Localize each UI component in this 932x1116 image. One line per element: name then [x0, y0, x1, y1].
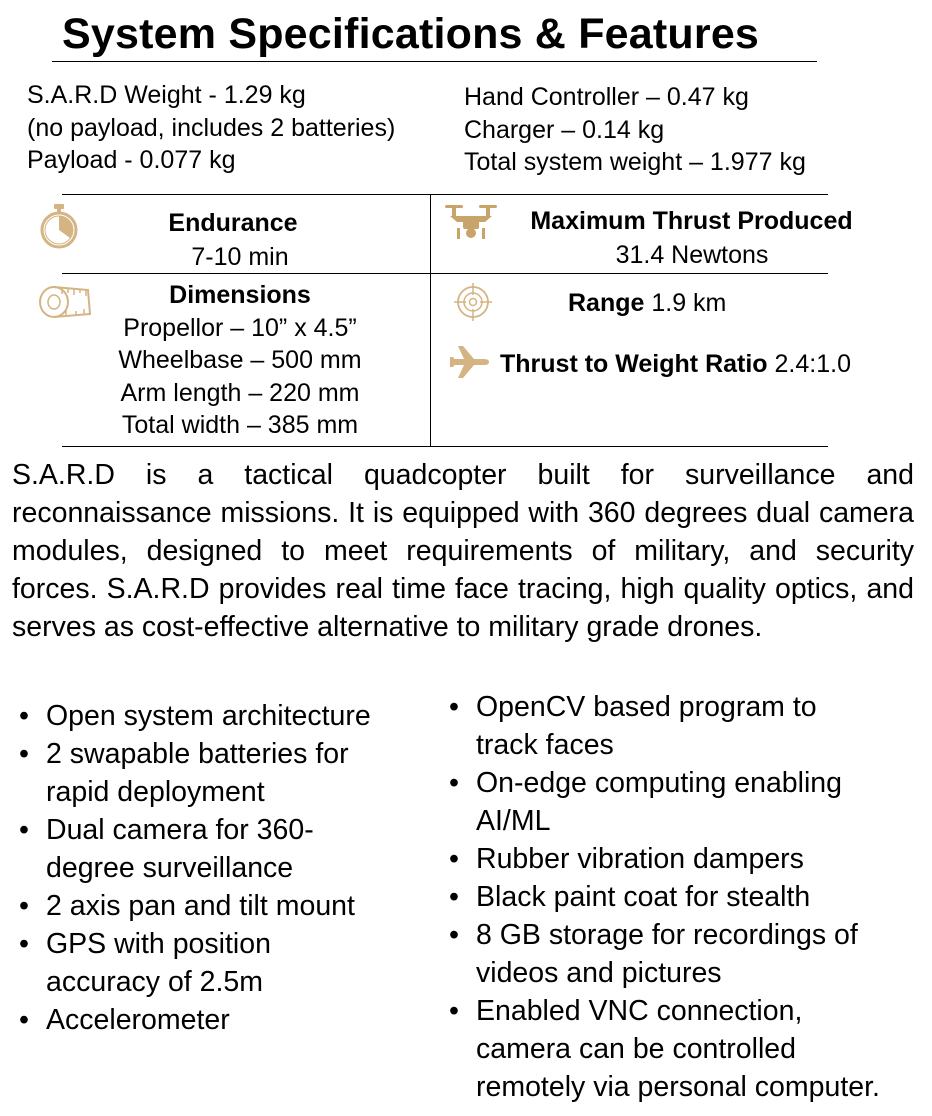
twr-label: Thrust to Weight Ratio	[500, 350, 768, 378]
features-left-list	[13, 697, 433, 1039]
stopwatch-icon	[40, 204, 78, 250]
list-item: • 2 axis pan and tilt mount	[13, 887, 433, 925]
list-item: • Enabled VNC connection, camera can be controlled remotely via personal computer.	[443, 992, 932, 1106]
list-item: • Open system architecture	[13, 697, 433, 735]
weight-payload: Payload - 0.077 kg	[27, 146, 236, 174]
features-right-list	[443, 688, 932, 1106]
twr-row	[500, 348, 851, 381]
endurance-label: Endurance	[168, 209, 298, 237]
range-row	[568, 287, 726, 320]
list-item: • GPS with position accuracy of 2.5m	[13, 925, 433, 1001]
weight-sard-note: (no payload, includes 2 batteries)	[27, 114, 396, 142]
list-item: • Black paint coat for stealth	[443, 878, 932, 916]
table-rule-divider	[430, 194, 431, 446]
table-rule-top	[62, 194, 828, 195]
list-item: • OpenCV based program to track faces	[443, 688, 932, 764]
table-rule-bottom	[62, 446, 828, 447]
dimensions-propellor: Propellor – 10” x 4.5”	[123, 314, 357, 342]
endurance-value: 7-10 min	[191, 243, 289, 271]
title-underline	[52, 61, 817, 62]
twr-value: 2.4:1.0	[767, 350, 851, 378]
list-item: • Accelerometer	[13, 1001, 433, 1039]
list-item: • 2 swapable batteries for rapid deployment	[13, 735, 433, 811]
range-value: 1.9 km	[644, 289, 727, 317]
list-item: • Rubber vibration dampers	[443, 840, 932, 878]
weight-charger: Charger – 0.14 kg	[464, 116, 665, 144]
page-title: System Specifications & Features	[62, 10, 760, 58]
crosshair-icon	[453, 282, 493, 322]
measuring-tape-icon	[38, 284, 94, 320]
thrust-label: Maximum Thrust Produced	[530, 207, 853, 235]
description-paragraph: S.A.R.D is a tactical quadcopter built for surveillance and reconnaissance missions. It is equipped with 360 degrees dual camera modules, designed to meet requirements of military, and security forces. S.A.R.D provides real time face tracing, high quality optics, and serves as cost-effective alternative to military grade drones.	[12, 459, 914, 643]
weight-total: Total system weight – 1.977 kg	[464, 148, 806, 176]
dimensions-label: Dimensions	[169, 281, 311, 309]
drone-icon	[443, 202, 499, 240]
dimensions-total-width: Total width – 385 mm	[121, 411, 359, 439]
thrust-value: 31.4 Newtons	[615, 241, 769, 269]
dimensions-wheelbase: Wheelbase – 500 mm	[118, 346, 362, 374]
weight-hand-controller: Hand Controller – 0.47 kg	[464, 83, 749, 111]
range-label: Range	[568, 289, 645, 317]
list-item: • On-edge computing enabling AI/ML	[443, 764, 932, 840]
airplane-icon	[448, 345, 490, 379]
list-item: • Dual camera for 360- degree surveillance	[13, 811, 433, 887]
dimensions-arm-length: Arm length – 220 mm	[120, 379, 360, 407]
list-item: • 8 GB storage for recordings of videos and pictures	[443, 916, 932, 992]
weight-sard: S.A.R.D Weight - 1.29 kg	[27, 81, 306, 109]
